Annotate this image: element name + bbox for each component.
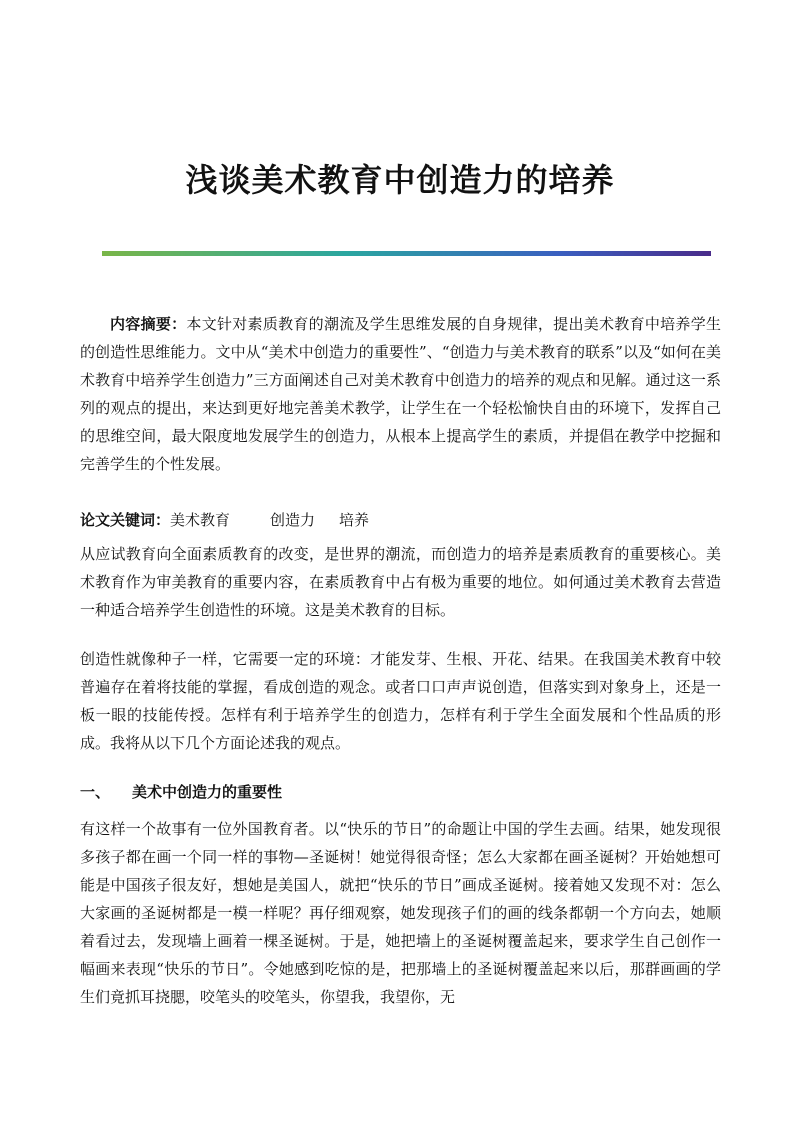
title-divider (102, 251, 711, 256)
keyword-item: 创造力 (270, 511, 316, 529)
keywords-label: 论文关键词： (80, 511, 171, 529)
body-paragraph: 创造性就像种子一样，它需要一定的环境：才能发芽、生根、开花、结果。在我国美术教育中较普遍存在着将技能的掌握，看成创造的观念。或者口口声声说创造，但落实到对象身上，还是一板一眼的技能传授。怎样有利于培养学生的创造力，怎样有利于学生全面发展和个性品质的形成。我将从以下几个方面论述我的观点。 (80, 650, 721, 752)
abstract-paragraph (80, 310, 721, 478)
body-paragraph: 有这样一个故事有一位外国教育者。以“快乐的节日”的命题让中国的学生去画。结果，她发现很多孩子都在画一个同一样的事物—圣诞树！她觉得很奇怪；怎么大家都在画圣诞树？开始她想可能是中国孩子很友好，想她是美国人，就把“快乐的节日”画成圣诞树。接着她又发现不对：怎么大家画的圣诞树都是一模一样呢？再仔细观察，她发现孩子们的画的线条都朝一个方向去，她顺着看过去，发现墙上画着一棵圣诞树。于是，她把墙上的圣诞树覆盖起来，要求学生自己创作一幅画来表现“快乐的节日”。令她感到吃惊的是，把那墙上的圣诞树覆盖起来以后，那群画画的学生们竟抓耳挠腮，咬笔头的咬笔头，你望我，我望你，无 (80, 820, 721, 1006)
body-paragraph: 从应试教育向全面素质教育的改变，是世界的潮流，而创造力的培养是素质教育的重要核心。美术教育作为审美教育的重要内容，在素质教育中占有极为重要的地位。如何通过美术教育去营造一种适合培养学生创造性的环境。这是美术教育的目标。 (80, 545, 721, 619)
section-number: 一、 (80, 783, 111, 801)
abstract-label: 内容摘要： (110, 315, 187, 333)
abstract-text: 本文针对素质教育的潮流及学生思维发展的自身规律，提出美术教育中培养学生的创造性思维能力。文中从“美术中创造力的重要性”、“创造力与美术教育的联系”以及“如何在美术教育中培养学生创造力”三方面阐述自己对美术教育中创造力的培养的观点和见解。通过这一系列的观点的提出，来达到更好地完善美术教学，让学生在一个轻松愉快自由的环境下，发挥自己的思维空间，最大限度地发展学生的创造力，从根本上提高学生的素质，并提倡在教学中挖掘和完善学生的个性发展。 (80, 315, 721, 473)
keyword-item: 美术教育 (170, 511, 231, 529)
section-heading (80, 778, 282, 806)
keywords-line (80, 506, 721, 534)
document-title: 浅谈美术教育中创造力的培养 (185, 161, 615, 199)
keyword-item: 培养 (339, 511, 370, 529)
section-title: 美术中创造力的重要性 (132, 783, 283, 801)
